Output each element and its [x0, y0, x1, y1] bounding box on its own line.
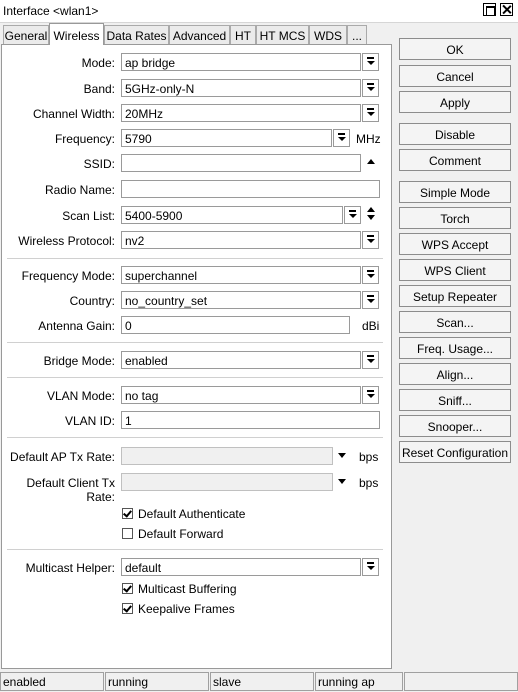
frequency-label: Frequency:	[54, 132, 115, 146]
multicast-helper-dropdown-icon[interactable]	[362, 558, 379, 576]
status-running-ap: running ap	[315, 672, 403, 691]
default-authenticate-label: Default Authenticate	[138, 507, 246, 521]
sniff-button[interactable]: Sniff...	[399, 389, 511, 411]
frequency-unit: MHz	[356, 132, 381, 146]
setup-repeater-button[interactable]: Setup Repeater	[399, 285, 511, 307]
ok-button[interactable]: OK	[399, 38, 511, 60]
default-ap-tx-rate-unit: bps	[359, 450, 379, 464]
comment-button[interactable]: Comment	[399, 149, 511, 171]
default-client-tx-rate-unit: bps	[359, 476, 379, 490]
close-icon[interactable]	[500, 3, 513, 16]
mode-select[interactable]: ap bridge	[121, 53, 361, 71]
vlan-id-input[interactable]: 1	[121, 411, 380, 429]
frequency-dropdown-icon[interactable]	[333, 129, 350, 147]
window-title: Interface <wlan1>	[3, 4, 99, 18]
tab-wds[interactable]: WDS	[309, 25, 347, 44]
tab-data-rates[interactable]: Data Rates	[104, 25, 169, 44]
default-forward-checkbox[interactable]	[122, 528, 133, 539]
band-dropdown-icon[interactable]	[362, 79, 379, 97]
vlan-id-label: VLAN ID:	[64, 414, 115, 428]
scan-list-down-icon[interactable]	[367, 215, 375, 220]
scan-list-dropdown-icon[interactable]	[344, 206, 361, 224]
radio-name-input[interactable]	[121, 180, 380, 198]
default-ap-tx-rate-input[interactable]	[121, 447, 333, 465]
multicast-buffering-label: Multicast Buffering	[138, 582, 237, 596]
country-label: Country:	[69, 294, 115, 308]
ssid-label: SSID:	[83, 157, 115, 171]
default-ap-tx-rate-label: Default AP Tx Rate:	[10, 450, 115, 464]
scan-list-up-icon[interactable]	[367, 207, 375, 212]
tab-more[interactable]: ...	[347, 25, 367, 44]
bridge-mode-select[interactable]: enabled	[121, 351, 361, 369]
freq-usage-button[interactable]: Freq. Usage...	[399, 337, 511, 359]
tab-wireless[interactable]: Wireless	[49, 23, 104, 45]
frequency-mode-dropdown-icon[interactable]	[362, 266, 379, 284]
align-button[interactable]: Align...	[399, 363, 511, 385]
apply-button[interactable]: Apply	[399, 91, 511, 113]
divider	[7, 377, 383, 378]
country-select[interactable]: no_country_set	[121, 291, 361, 309]
tab-advanced[interactable]: Advanced	[169, 25, 230, 44]
divider	[7, 258, 383, 259]
status-running: running	[105, 672, 209, 691]
status-empty	[404, 672, 518, 691]
antenna-gain-label: Antenna Gain:	[38, 319, 115, 333]
bridge-mode-dropdown-icon[interactable]	[362, 351, 379, 369]
multicast-helper-label: Multicast Helper:	[25, 561, 115, 575]
vlan-mode-select[interactable]: no tag	[121, 386, 361, 404]
keepalive-frames-checkbox[interactable]	[122, 603, 133, 614]
frequency-select[interactable]: 5790	[121, 129, 332, 147]
status-enabled: enabled	[0, 672, 104, 691]
frequency-mode-select[interactable]: superchannel	[121, 266, 361, 284]
antenna-gain-unit: dBi	[362, 319, 380, 333]
mode-dropdown-icon[interactable]	[362, 53, 379, 71]
default-authenticate-checkbox[interactable]	[122, 508, 133, 519]
default-client-tx-rate-label: Default Client Tx Rate:	[26, 476, 115, 504]
band-select[interactable]: 5GHz-only-N	[121, 79, 361, 97]
wps-accept-button[interactable]: WPS Accept	[399, 233, 511, 255]
bridge-mode-label: Bridge Mode:	[43, 354, 115, 368]
scan-button[interactable]: Scan...	[399, 311, 511, 333]
reset-configuration-button[interactable]: Reset Configuration	[399, 441, 511, 463]
tab-ht[interactable]: HT	[230, 25, 256, 44]
wireless-protocol-dropdown-icon[interactable]	[362, 231, 379, 249]
divider	[7, 437, 383, 438]
disable-button[interactable]: Disable	[399, 123, 511, 145]
torch-button[interactable]: Torch	[399, 207, 511, 229]
vlan-mode-dropdown-icon[interactable]	[362, 386, 379, 404]
wireless-protocol-select[interactable]: nv2	[121, 231, 361, 249]
divider	[7, 342, 383, 343]
vlan-mode-label: VLAN Mode:	[46, 389, 115, 403]
tab-general[interactable]: General	[3, 25, 49, 44]
mode-label: Mode:	[81, 56, 115, 70]
status-slave: slave	[210, 672, 314, 691]
collapse-up-icon[interactable]	[367, 159, 375, 164]
multicast-helper-select[interactable]: default	[121, 558, 361, 576]
scan-list-label: Scan List:	[62, 209, 115, 223]
multicast-buffering-checkbox[interactable]	[122, 583, 133, 594]
band-label: Band:	[83, 82, 115, 96]
country-dropdown-icon[interactable]	[362, 291, 379, 309]
tab-ht-mcs[interactable]: HT MCS	[256, 25, 309, 44]
keepalive-frames-label: Keepalive Frames	[138, 602, 235, 616]
channel-width-select[interactable]: 20MHz	[121, 104, 361, 122]
channel-width-label: Channel Width:	[32, 107, 115, 121]
default-client-tx-rate-input[interactable]	[121, 473, 333, 491]
ssid-input[interactable]	[121, 154, 361, 172]
wireless-protocol-label: Wireless Protocol:	[18, 234, 115, 248]
divider	[7, 549, 383, 550]
frequency-mode-label: Frequency Mode:	[21, 269, 115, 283]
channel-width-dropdown-icon[interactable]	[362, 104, 379, 122]
antenna-gain-input[interactable]: 0	[121, 316, 350, 334]
maximize-icon[interactable]	[483, 3, 496, 16]
wps-client-button[interactable]: WPS Client	[399, 259, 511, 281]
default-forward-label: Default Forward	[138, 527, 224, 541]
default-client-tx-rate-dropdown-icon[interactable]	[338, 479, 346, 484]
title-bar	[0, 0, 518, 23]
cancel-button[interactable]: Cancel	[399, 65, 511, 87]
default-ap-tx-rate-dropdown-icon[interactable]	[338, 453, 346, 458]
radio-name-label: Radio Name:	[44, 183, 115, 197]
simple-mode-button[interactable]: Simple Mode	[399, 181, 511, 203]
snooper-button[interactable]: Snooper...	[399, 415, 511, 437]
scan-list-select[interactable]: 5400-5900	[121, 206, 343, 224]
